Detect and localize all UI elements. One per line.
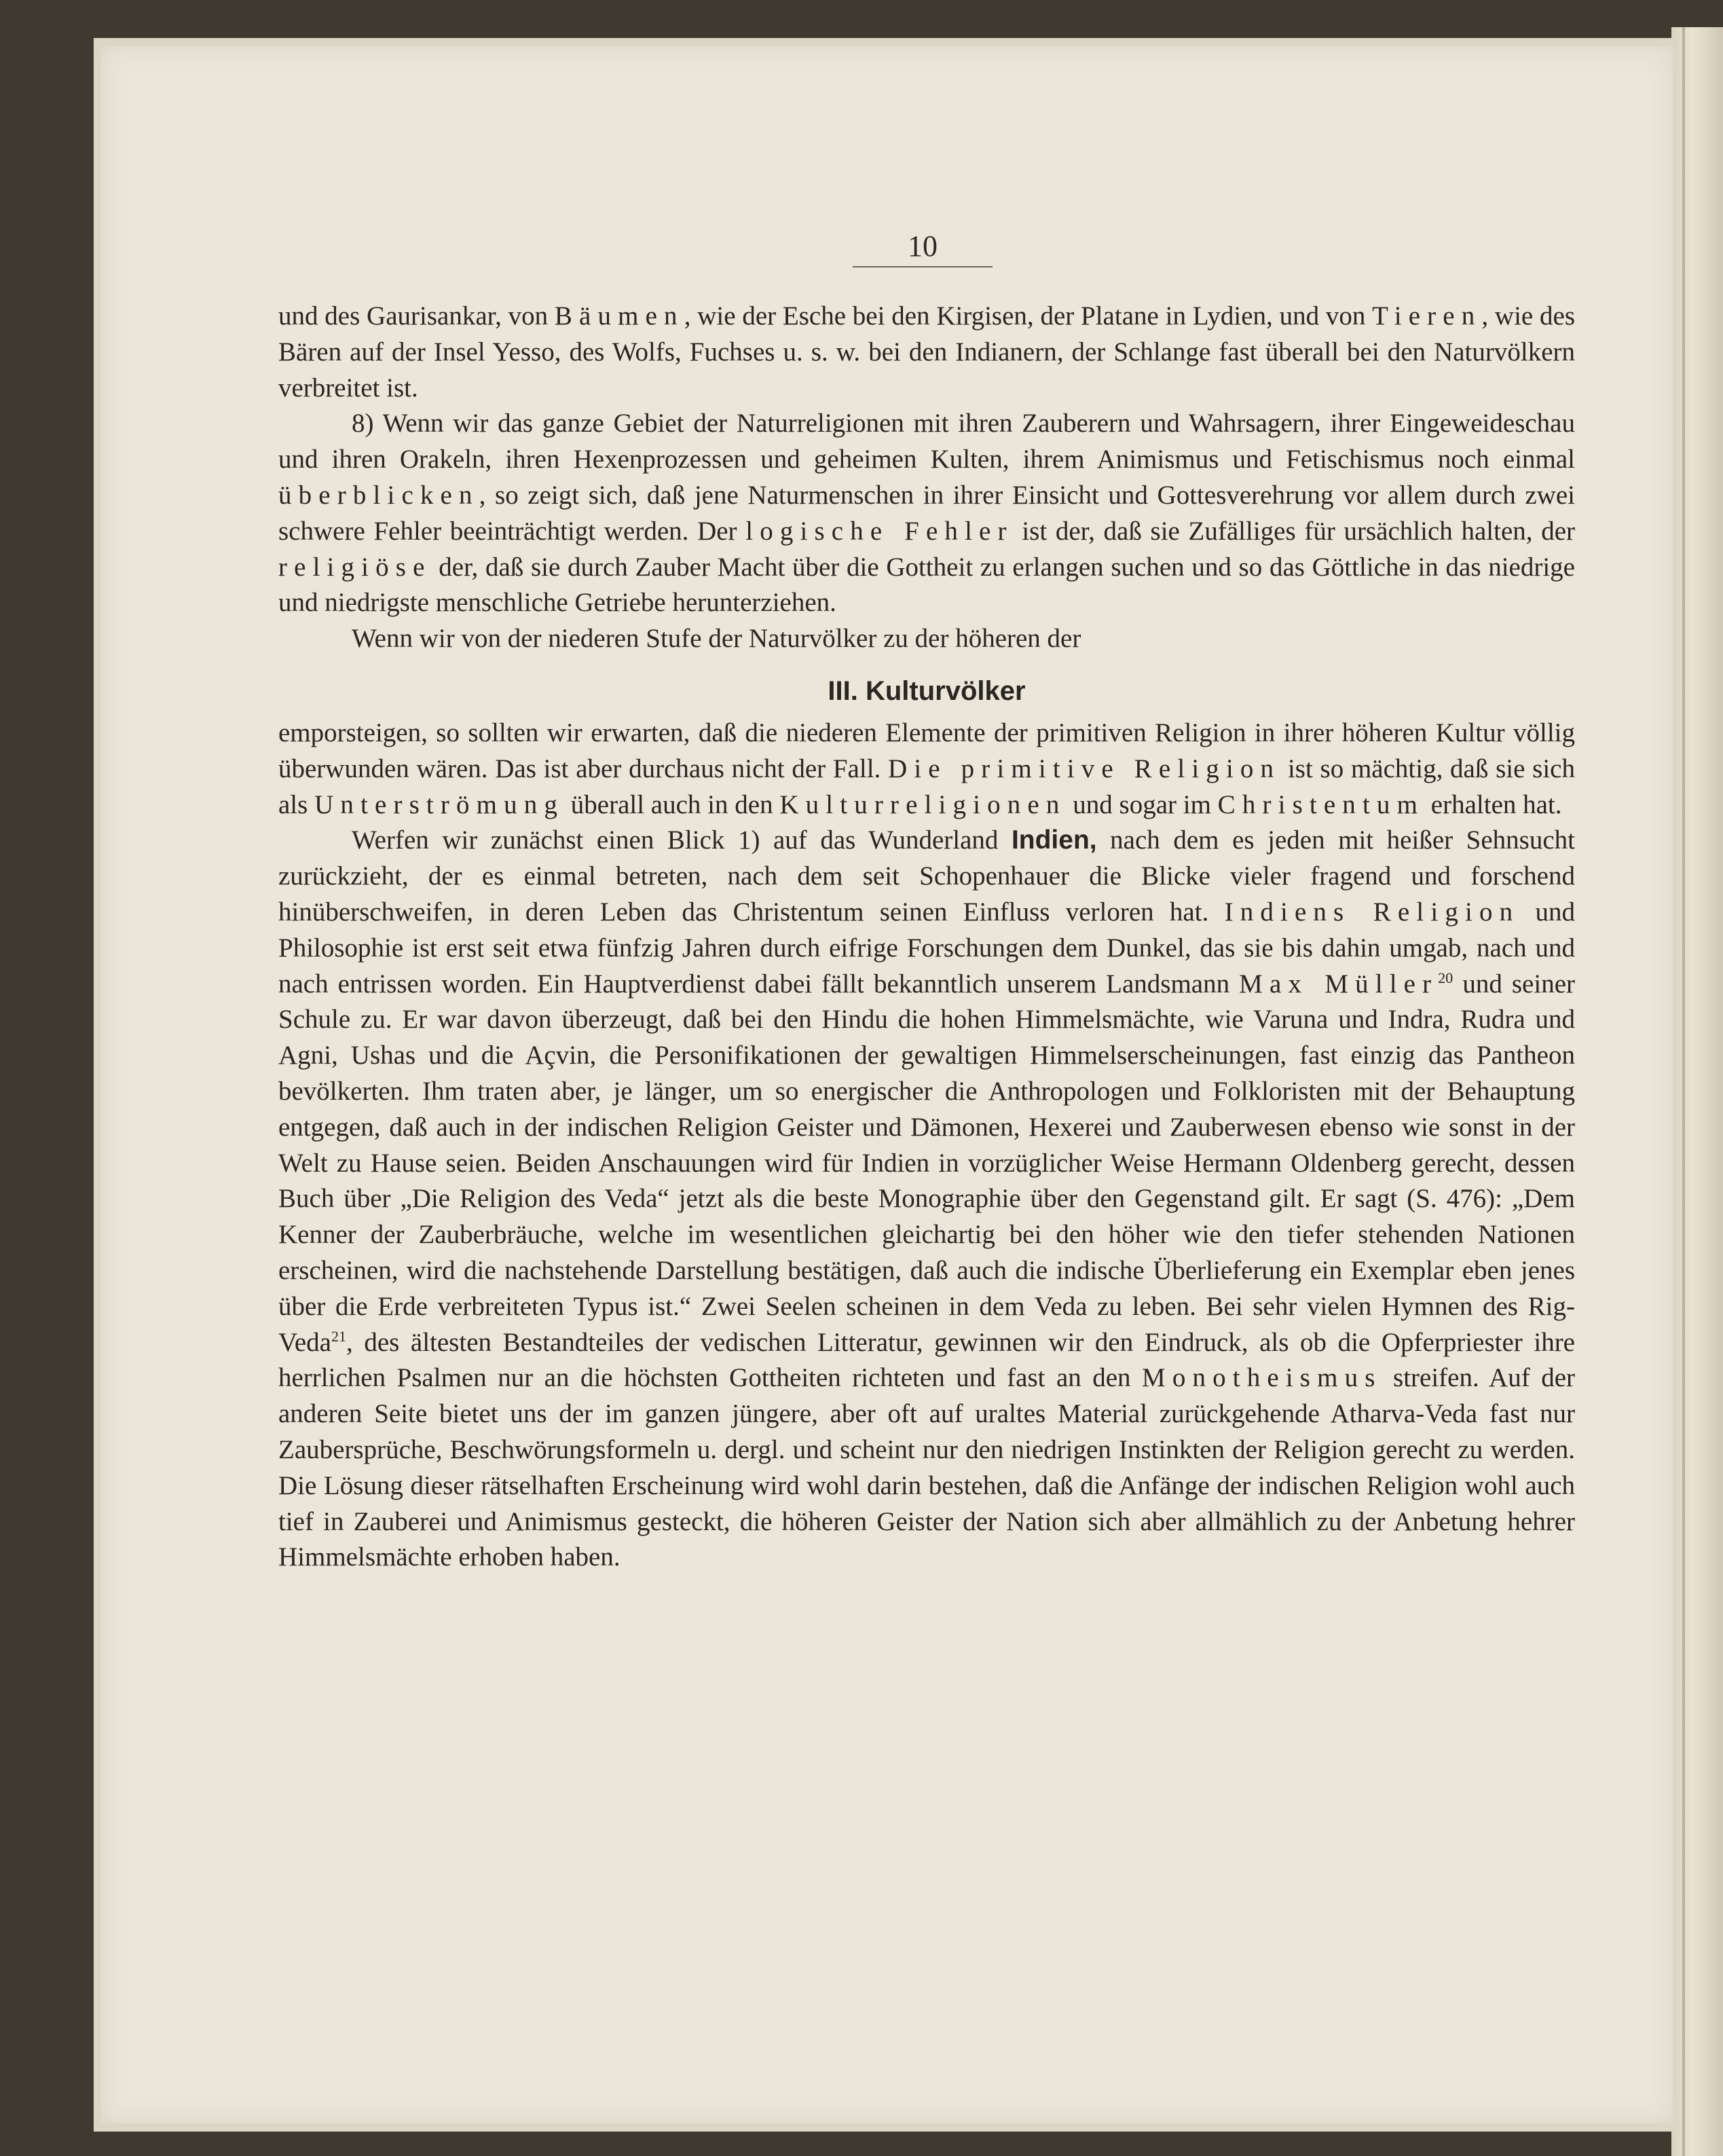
text-run: und des Gaurisankar, von: [278, 301, 555, 331]
spaced-emphasis: Bäumen: [554, 301, 684, 331]
text-run: und seiner Schule zu. Er war davon überzeugt, daß bei den Hindu die hohen Himmelsmächte, wie Varuna und Indra, Rudra und Agni, Ushas und die Açvin, die Personifikationen der gewaltigen Himmelserscheinungen, fast einzig das Pantheon bevölkerten. Ihm traten aber, je länger, um so energischer die Anthropologen und Folkloristen mit der Behauptung entgegen, daß auch in der indischen Religion Geister und Dämonen, Hexerei und Zauberwesen ebenso wie sonst in der Welt zu Hause seien. Beiden Anschauungen wird für Indien in vorzüglicher Weise Hermann Oldenberg gerecht, dessen Buch über „Die Religion des Veda“ jetzt als die beste Monographie über den Gegenstand gilt. Er sagt (S. 476): „Dem Kenner der Zauberbräuche, welche im wesentlichen gleichartig bei den höher wie den tiefer stehenden Nationen erscheinen, wird die nachstehende Darstellung bestätigen, daß auch die indische Überlieferung ein Exemplar eben jenes über die Erde verbreiteten Typus ist.“ Zwei Seelen scheinen in dem Veda zu leben. Bei sehr vielen Hymnen des Rig-Veda: [278, 969, 1575, 1357]
spaced-emphasis: logische Fehler: [745, 516, 1014, 546]
page-body: [278, 299, 1575, 1576]
spaced-emphasis: Indiens Religion: [1224, 897, 1520, 927]
paragraph-continued: [278, 299, 1575, 406]
text-run: Werfen wir zunächst einen Blick 1) auf das Wunderland: [352, 825, 1012, 855]
page-edge-line: [1682, 27, 1685, 2156]
paragraph-8: [278, 406, 1575, 621]
text-run: Wenn wir von der niederen Stufe der Naturvölker zu der höheren der: [352, 624, 1081, 654]
spaced-emphasis: Kulturreligionen: [779, 789, 1067, 819]
paragraph-transition: [278, 621, 1575, 657]
text-run: emporsteigen, so sollten wir erwarten, daß die niederen Elemente der primitiven Religion in ihrer höheren Kultur völlig überwunden wären. Das ist aber durchaus nicht der Fall.: [278, 718, 1575, 783]
footnote-marker: 20: [1438, 969, 1453, 986]
text-run: überall auch in den: [564, 789, 780, 819]
spaced-emphasis: überblicken: [278, 480, 479, 510]
text-run: der, daß sie durch Zauber Macht über die Gottheit zu erlangen suchen und so das Göttliche in das niedrige und niedrigste menschliche Getriebe herunterziehen.: [278, 552, 1575, 618]
page-number-rule: [853, 266, 993, 267]
spaced-emphasis: religiöse: [278, 552, 432, 582]
text-run: , wie der Esche bei den Kirgisen, der Platane in Lydien, und von: [684, 301, 1373, 331]
spaced-emphasis: Max Müller: [1239, 969, 1439, 999]
spaced-emphasis: Unterströmung: [314, 789, 565, 819]
spaced-emphasis: Die primitive Religion: [888, 754, 1281, 783]
footnote-marker: 21: [331, 1327, 346, 1345]
paragraph-kulturvoelker: [278, 715, 1575, 823]
paragraph-indien: [278, 823, 1575, 1576]
text-run: ist der, daß sie Zufälliges für ursächlich halten, der: [1013, 516, 1575, 546]
text-run: erhalten hat.: [1424, 789, 1562, 819]
text-run: nach dem es jeden mit heißer Sehnsucht zurückzieht, der es einmal betreten, nach dem seit Schopenhauer die Blicke vieler fragend und forschend hinüberschweifen, in deren Leben das Christentum seinen Einfluss verloren hat.: [278, 825, 1576, 927]
spaced-emphasis: Christentum: [1217, 789, 1425, 819]
text-run: , wie des Bären auf der Insel Yesso, des Wolfs, Fuchses u. s. w. bei den Indianern, der Schlange fast überall bei den Naturvölkern verbreitet ist.: [278, 301, 1575, 403]
text-run: ist so mächtig, daß sie sich als: [278, 754, 1575, 819]
spaced-emphasis: Tieren: [1372, 301, 1482, 331]
text-run: und Philosophie ist erst seit etwa fünfzig Jahren durch eifrige Forschungen dem Dunkel, das sie bis dahin umgab, nach und nach entrissen worden. Ein Hauptverdienst dabei fällt bekanntlich unserem Landsmann: [278, 897, 1575, 999]
text-run: 8) Wenn wir das ganze Gebiet der Naturreligionen mit ihren Zauberern und Wahrsagern, ihrer Eingeweideschau und ihren Orakeln, ihren Hexenprozessen und geheimen Kulten, ihrem Animismus und Fetischismus noch einmal: [278, 409, 1575, 475]
bold-emphasis: Indien,: [1011, 825, 1097, 855]
text-run: , so zeigt sich, daß jene Naturmenschen in ihrer Einsicht und Gottesverehrung vor allem durch zwei schwere Fehler beeinträchtigt werden. Der: [278, 480, 1575, 546]
text-run: , des ältesten Bestandteiles der vedischen Litteratur, gewinnen wir den Eindruck, als ob die Opferpriester ihre herrlichen Psalmen nur an die höchsten Gottheiten richteten und fast an den: [278, 1327, 1575, 1393]
text-run: und sogar im: [1066, 789, 1218, 819]
text-run: streifen. Auf der anderen Seite bietet uns der im ganzen jüngere, aber oft auf uraltes Material zurückgehende Atharva-Veda fast nur Zaubersprüche, Beschwörungsformeln u. dergl. und scheint nur den niedrigen Instinkten der Religion gerecht zu werden. Die Lösung dieser rätselhaften Erscheinung wird wohl darin bestehen, daß die Anfänge der indischen Religion wohl auch tief in Zauberei und Animismus gesteckt, die höheren Geister der Nation sich aber allmählich zu der Anbetung hehrer Himmelsmächte erhoben haben.: [278, 1363, 1575, 1572]
page-number: 10: [908, 229, 938, 263]
spaced-emphasis: Monotheismus: [1142, 1363, 1382, 1393]
adjacent-page-edge: [1671, 27, 1723, 2156]
section-heading: III. Kulturvölker: [828, 675, 1026, 706]
